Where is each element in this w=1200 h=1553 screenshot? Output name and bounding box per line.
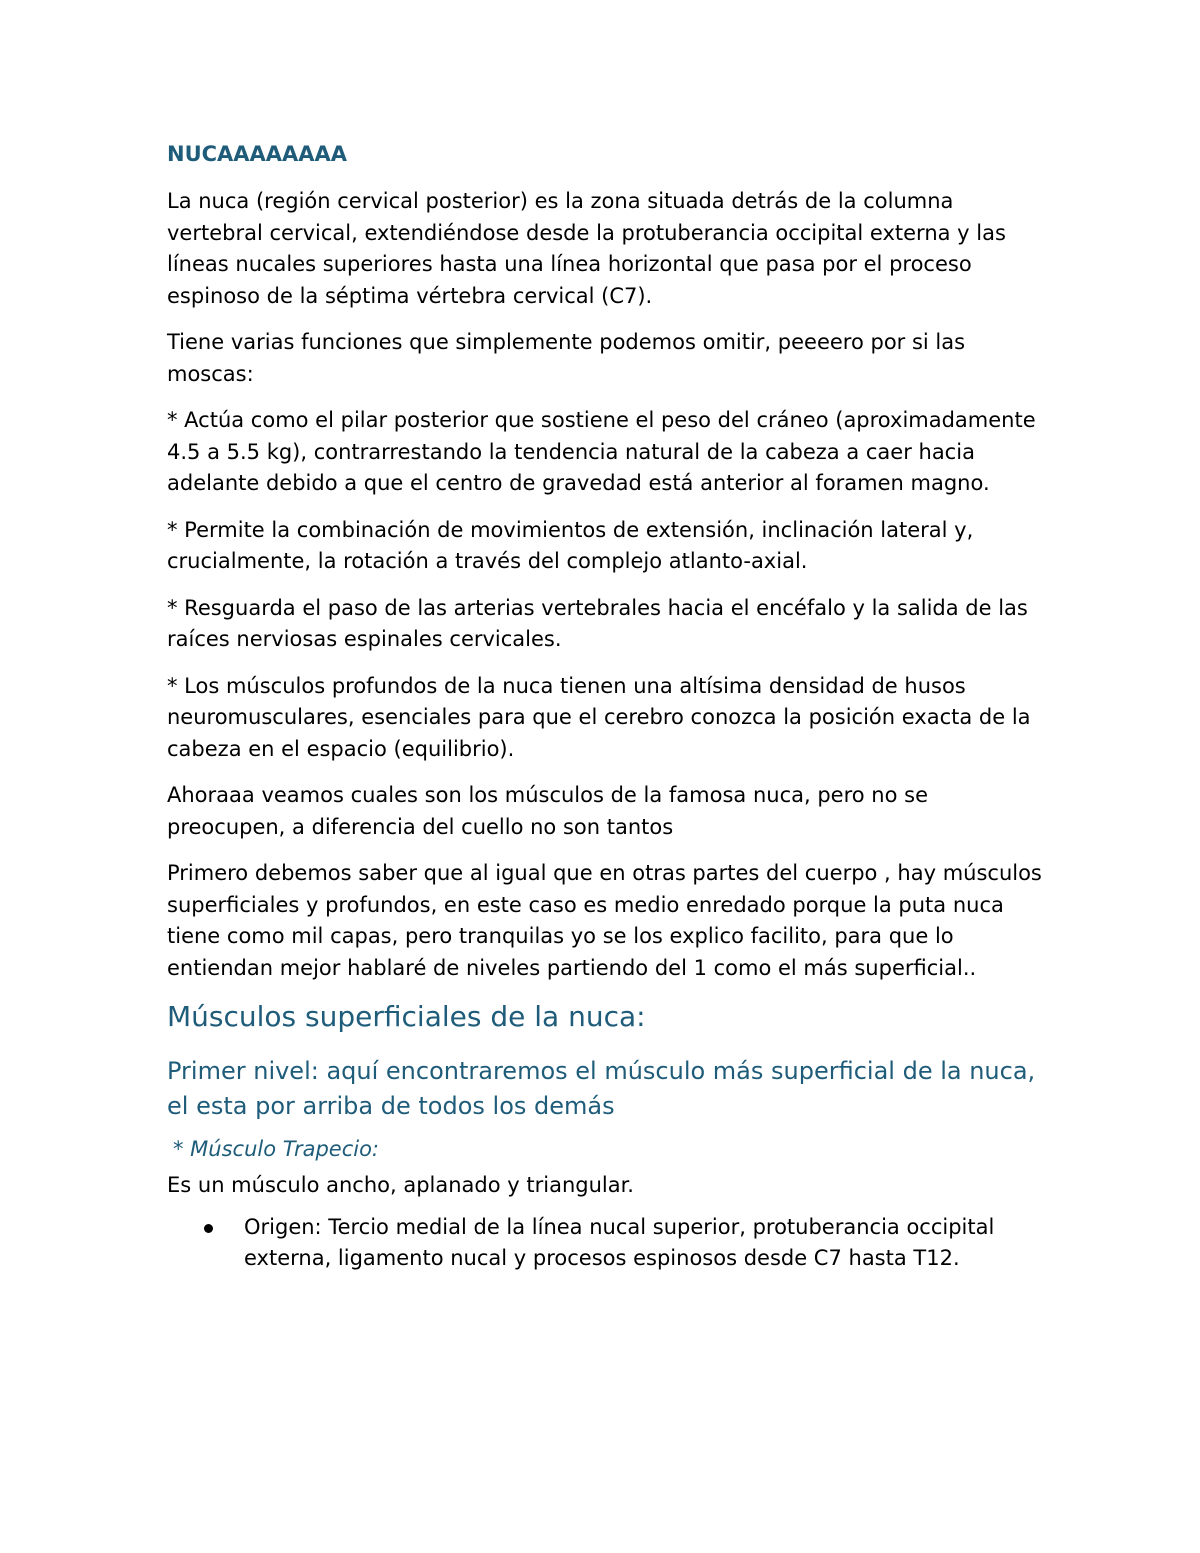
list-item xyxy=(167,1212,1042,1275)
function-protection-paragraph: * Resguarda el paso de las arterias vertebrales hacia el encéfalo y la salida de las raíces nerviosas espinales cervicales. xyxy=(167,595,1028,652)
trapezius-description: Es un músculo ancho, aplanado y triangular. xyxy=(167,1172,634,1197)
intro-paragraph: La nuca (región cervical posterior) es la zona situada detrás de la columna vertebral cervical, extendiéndose desde la protuberancia occipital externa y las líneas nucales superiores hasta una línea horizontal que pasa por el proceso espinoso de la séptima vértebra cervical (C7). xyxy=(167,189,1006,308)
function-proprioception-paragraph: * Los músculos profundos de la nuca tienen una altísima densidad de husos neuromusculares, esenciales para que el cerebro conozca la posición exacta de la cabeza en el espacio (equilibrio). xyxy=(167,673,1031,761)
functions-intro-paragraph: Tiene varias funciones que simplemente podemos omitir, peeeero por si las moscas: xyxy=(167,330,966,386)
muscles-intro-paragraph: Ahoraaa veamos cuales son los músculos de la famosa nuca, pero no se preocupen, a diferencia del cuello no son tantos xyxy=(167,783,928,839)
superficial-muscles-heading: Músculos superficiales de la nuca: xyxy=(167,1000,646,1034)
levels-intro-paragraph: Primero debemos saber que al igual que en otras partes del cuerpo , hay músculos superficiales y profundos, en este caso es medio enredado porque la puta nuca tiene como mil capas, pero tranquilas yo se los explico facilito, para que lo entiendan mejor hablaré de niveles partiendo del 1 como el más superficial.. xyxy=(167,861,1042,980)
first-level-heading: Primer nivel: aquí encontraremos el músculo más superficial de la nuca, el esta por arriba de todos los demás xyxy=(167,1056,1036,1120)
trapezius-heading: * Músculo Trapecio: xyxy=(173,1136,380,1161)
document-title: NUCAAAAAAAA xyxy=(167,142,348,166)
trapezius-details-list xyxy=(167,1212,1042,1275)
document-page xyxy=(167,140,1042,1275)
list-item-text: Origen: Tercio medial de la línea nucal superior, protuberancia occipital externa, ligamento nucal y procesos espinosos desde C7 hasta T12. xyxy=(244,1214,995,1271)
bullet-icon xyxy=(204,1224,213,1233)
function-movement-paragraph: * Permite la combinación de movimientos de extensión, inclinación lateral y, crucialmente, la rotación a través del complejo atlanto-axial. xyxy=(167,517,974,574)
function-support-paragraph: * Actúa como el pilar posterior que sostiene el peso del cráneo (aproximadamente 4.5 a 5.5 kg), contrarrestando la tendencia natural de la cabeza a caer hacia adelante debido a que el centro de gravedad está anterior al foramen magno. xyxy=(167,408,1036,496)
